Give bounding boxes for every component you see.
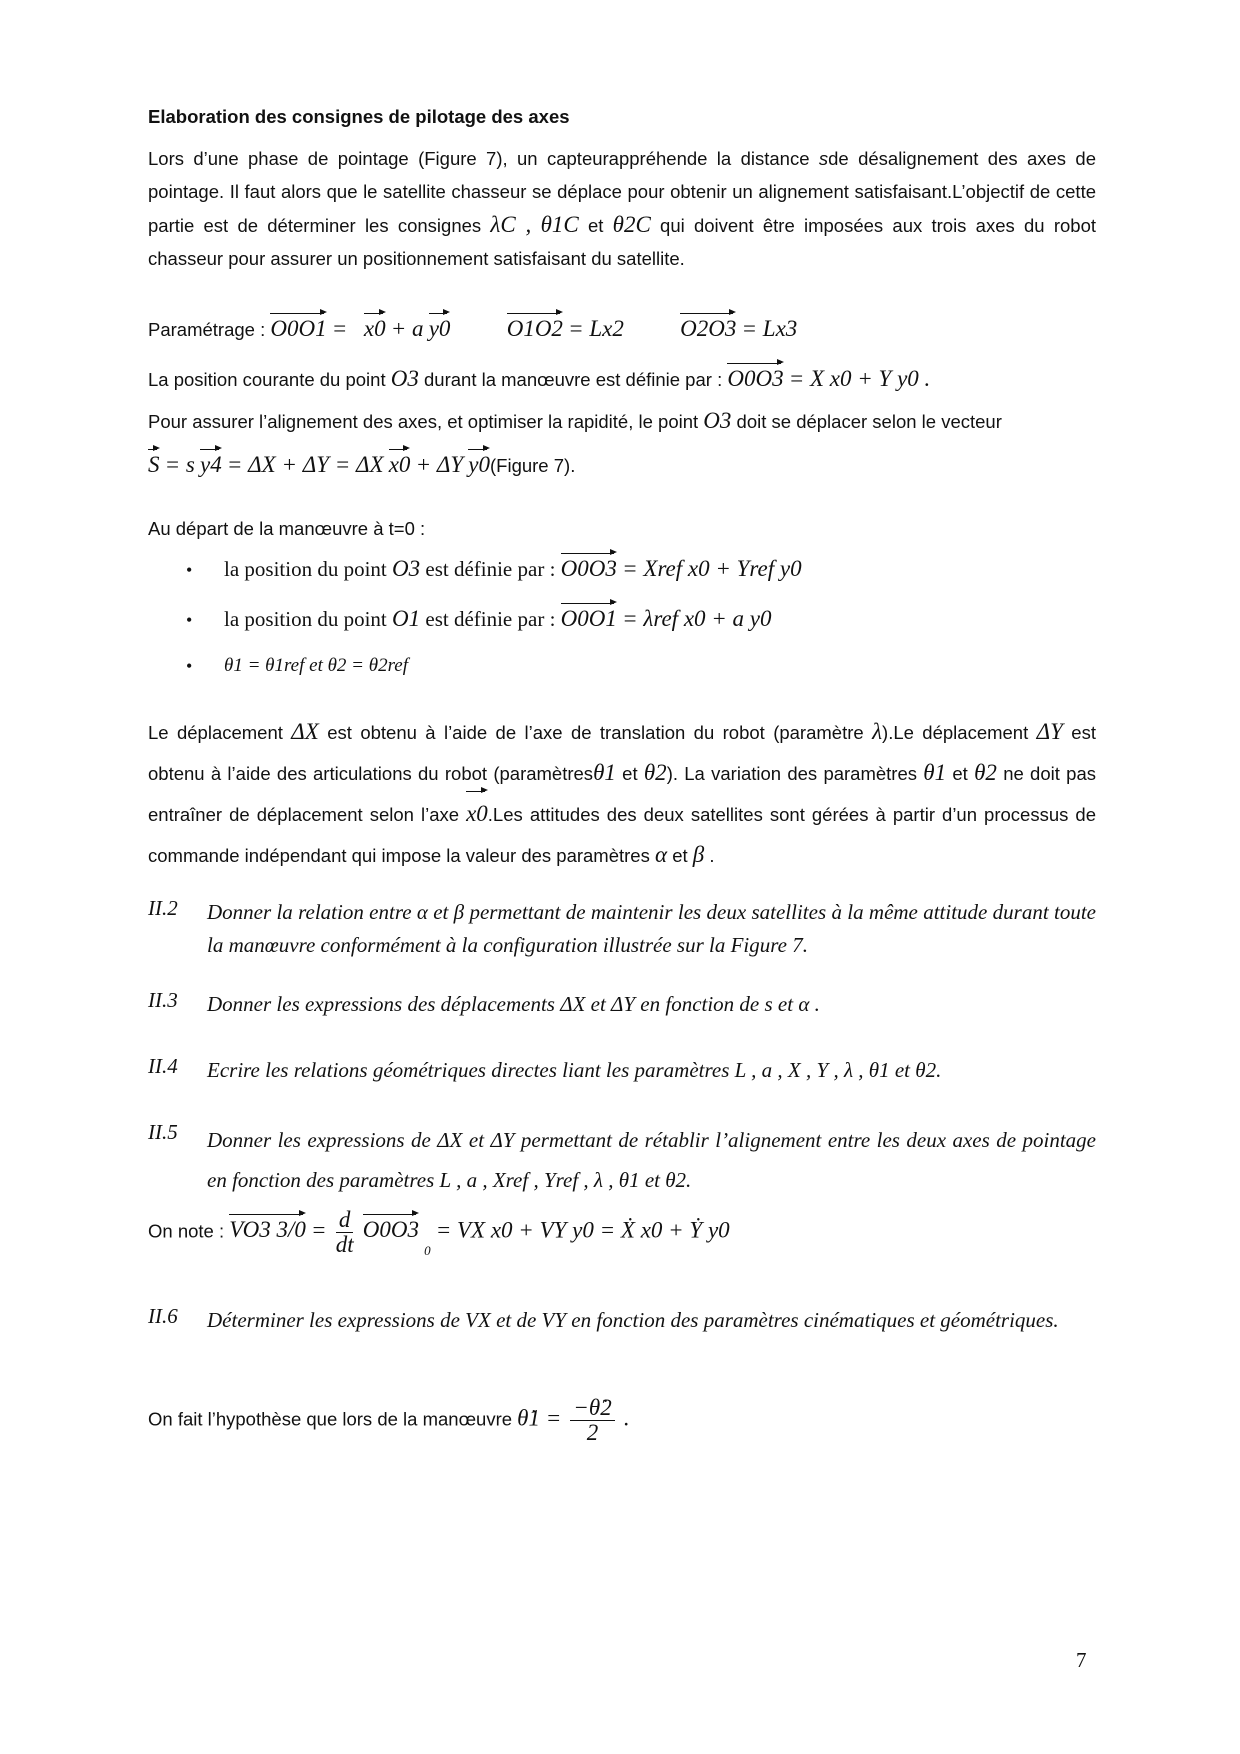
- dep-vector-x0: x0: [466, 794, 488, 834]
- b1-eq-rhs: = Xref x0 + Yref y0: [622, 556, 802, 581]
- vector-o2o3: O2O3: [680, 316, 737, 341]
- dep-theta1: θ1: [593, 760, 616, 785]
- position-text-1: La position courante du point: [148, 369, 386, 390]
- dep-delta-x: ΔX: [291, 719, 319, 744]
- question-number: II.4: [148, 1054, 178, 1078]
- intro-paragraph: [148, 142, 1096, 275]
- eq-delta-sum: = ΔX + ΔY = ΔX: [226, 452, 384, 477]
- section-heading: Elaboration des consignes de pilotage des axes: [148, 106, 570, 127]
- page-number: 7: [1076, 1648, 1087, 1672]
- point-o3-b: O3: [703, 408, 732, 433]
- b3-eq: θ1 = θ1ref et θ2 = θ2ref: [224, 655, 408, 676]
- dep-text-5: et: [615, 763, 644, 784]
- question-number: II.6: [148, 1304, 178, 1328]
- dep-theta2-b: θ2: [974, 760, 997, 785]
- figure-ref: (Figure 7).: [490, 455, 576, 476]
- bullet-2-content: [224, 606, 772, 632]
- note-dt: dt: [335, 1232, 354, 1257]
- note-o0o3: O0O3: [362, 1217, 419, 1243]
- b2-vector: O0O1: [560, 606, 617, 631]
- dep-delta-y: ΔY: [1036, 719, 1063, 744]
- question-text: Ecrire les relations géométriques directes liant les paramètres L , a , X , Y , λ , θ1 et θ2.: [207, 1058, 942, 1082]
- note-velocity: VO3 3/0: [229, 1217, 306, 1243]
- hypothesis-text: On fait l’hypothèse que lors de la manœuvre: [148, 1408, 513, 1430]
- dep-theta2: θ2: [643, 760, 667, 785]
- hypothesis-fraction: [570, 1396, 614, 1445]
- bullet-3: •: [186, 656, 193, 676]
- b1-point: O3: [392, 556, 421, 581]
- intro-symbol-s: s: [818, 148, 829, 169]
- dep-text-9: .Les attitudes des deux satellites sont gérées à partir d’un processus de commande indépendant qui impose la valeur des paramètres: [148, 804, 1096, 866]
- b2-text-2: est définie par :: [425, 607, 556, 631]
- consigne-lambda: λC ,: [490, 212, 532, 237]
- vector-s-line: [148, 452, 575, 478]
- note-rhs: = VX x0 + VY y0 = Ẋ x0 + Ẏ y0: [435, 1217, 730, 1243]
- vector-o0o1: O0O1: [270, 316, 327, 341]
- question-number: II.2: [148, 896, 178, 920]
- dep-text-10: et: [667, 845, 693, 866]
- dep-text-1: Le déplacement: [148, 722, 292, 743]
- b2-text: la position du point: [224, 607, 387, 631]
- vector-o1o2: O1O2: [506, 316, 563, 341]
- bullet-1: •: [186, 560, 193, 580]
- eq-s: = s: [164, 452, 195, 477]
- b1-vector: O0O3: [560, 556, 617, 581]
- vector-y4: y4: [200, 452, 222, 477]
- note-line: [148, 1208, 730, 1257]
- position-text-2: durant la manœuvre est définie par :: [424, 369, 723, 390]
- vector-x0-b: x0: [388, 452, 411, 477]
- vector-y0-b: y0: [468, 452, 490, 477]
- bullet-3-content: [224, 652, 408, 677]
- note-label: On note :: [148, 1220, 225, 1242]
- question-text: Donner les expressions de ΔX et ΔY permettant de rétablir l’alignement entre les deux axes de pointage en fonction des paramètres L , a , Xref , Yref , λ , θ1 et θ2.: [207, 1128, 1096, 1192]
- vector-s: S: [148, 452, 160, 477]
- dep-text-4: est obtenu à l’aide des articulations du robot (paramètres: [148, 722, 1096, 784]
- note-d: d: [336, 1208, 354, 1233]
- vector-y0: y0: [428, 316, 451, 341]
- intro-et: et: [587, 215, 604, 236]
- bullet-1-content: [224, 556, 802, 582]
- b2-eq-rhs: = λref x0 + a y0: [622, 606, 772, 631]
- question-text: Donner la relation entre α et β permettant de maintenir les deux satellites à la même attitude durant toute la manœuvre conformément à la configuration illustrée sur la Figure 7.: [207, 900, 1096, 957]
- eq-delta-y: + ΔY: [415, 452, 464, 477]
- alignment-text-2: doit se déplacer selon le vecteur: [736, 411, 1002, 432]
- dep-beta: β: [692, 842, 705, 867]
- b1-text-2: est définie par :: [425, 557, 556, 581]
- parametrage-line: Paramétrage : O0O1 = x0 + a y0 O1O2 = Lx2 O2O3 = Lx3: [148, 316, 798, 341]
- b1-text: la position du point: [224, 557, 387, 581]
- note-equals: =: [311, 1217, 327, 1243]
- hypothesis-line: [148, 1396, 630, 1445]
- question-number: II.5: [148, 1120, 178, 1144]
- hypothesis-end: .: [623, 1405, 630, 1431]
- start-label: Au départ de la manœuvre à t=0 :: [148, 518, 426, 539]
- consigne-theta2: θ2C: [612, 212, 651, 237]
- point-o3: O3: [390, 366, 419, 391]
- bullet-2: •: [186, 610, 193, 630]
- hypothesis-lhs: θ̇1 =: [517, 1405, 562, 1431]
- question-text: Déterminer les expressions de VX et de VY en fonction des paramètres cinématiques et géométriques.: [207, 1308, 1059, 1332]
- eq-position-rhs: = X x0 + Y y0 .: [788, 366, 931, 391]
- eq-o1o2-rhs: = Lx2: [568, 316, 624, 341]
- parametrage-label: Paramétrage :: [148, 319, 266, 340]
- note-derivative: [336, 1208, 354, 1257]
- dep-theta1-b: θ1: [923, 760, 947, 785]
- parametrage-plus-a: + a: [390, 316, 424, 341]
- vector-o0o3: O0O3: [727, 366, 784, 391]
- dep-text-11: .: [704, 845, 715, 866]
- vector-x0: x0: [363, 316, 386, 341]
- dep-lambda: λ: [872, 719, 883, 744]
- intro-text-3: qui doivent être imposées aux trois axes du robot chasseur pour assurer un positionnement satisfaisant du satellite.: [148, 215, 1096, 269]
- intro-text-1: Lors d’une phase de pointage (Figure 7), un capteurappréhende la distance: [148, 148, 819, 169]
- consigne-theta1: θ1C: [540, 212, 579, 237]
- note-sub0: 0: [424, 1243, 431, 1259]
- intro-text-2: de désalignement des axes de pointage. Il faut alors que le satellite chasseur se déplace pour obtenir un alignement satisfaisant.L’objectif de cette partie est de déterminer les consignes: [148, 148, 1097, 236]
- b2-point: O1: [392, 606, 421, 631]
- question-text: Donner les expressions des déplacements ΔX et ΔY en fonction de s et α .: [207, 992, 820, 1016]
- dep-text-2: est obtenu à l’aide de l’axe de translation du robot (paramètre: [318, 722, 873, 743]
- position-line: [148, 366, 930, 392]
- question-number: II.3: [148, 988, 178, 1012]
- dep-text-7: et: [946, 763, 975, 784]
- alignment-text-1: Pour assurer l’alignement des axes, et optimiser la rapidité, le point: [148, 411, 699, 432]
- dep-text-8: ne doit pas entraîner de déplacement selon l’axe: [148, 763, 1096, 825]
- hypothesis-num: −θ̇2: [570, 1396, 614, 1421]
- deplacement-paragraph: [148, 712, 1096, 876]
- alignment-line: [148, 408, 1002, 434]
- dep-text-6: ). La variation des paramètres: [666, 763, 924, 784]
- dep-alpha: α: [655, 842, 668, 867]
- hypothesis-den: 2: [586, 1420, 599, 1445]
- dep-text-3: ).Le déplacement: [882, 722, 1037, 743]
- eq-o2o3-rhs: = Lx3: [741, 316, 798, 341]
